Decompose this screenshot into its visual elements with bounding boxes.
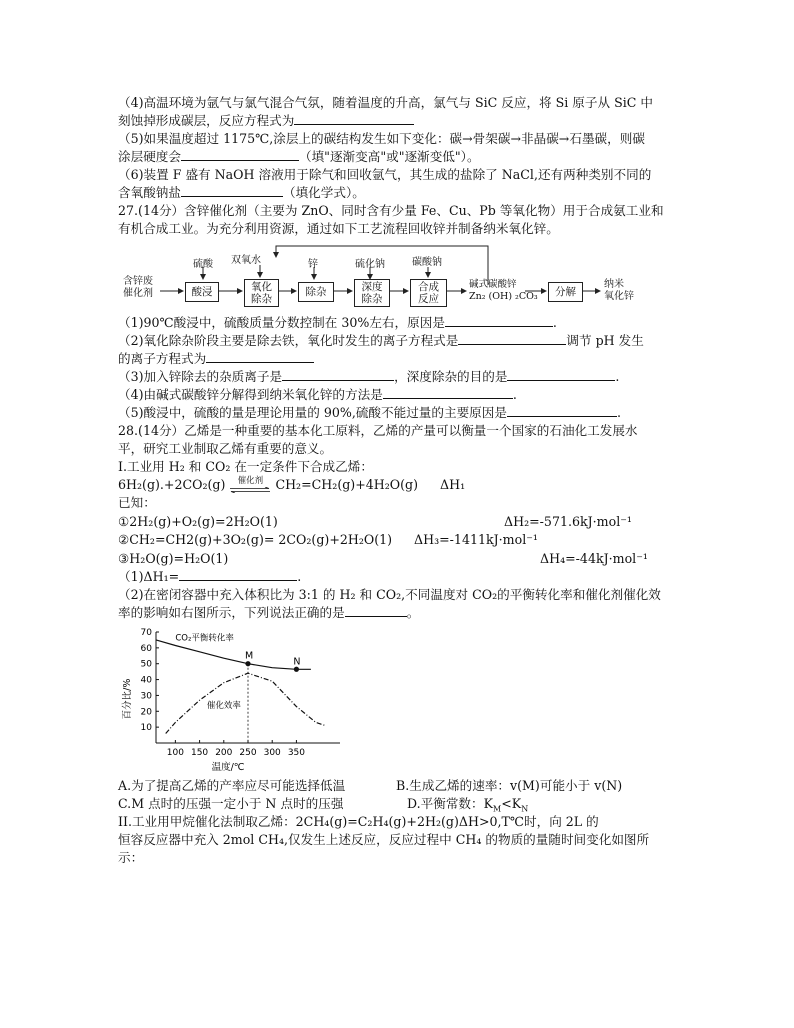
x-tick-label: 100 xyxy=(166,748,184,758)
q27-part1: （1)90℃酸浸中，硫酸质量分数控制在 30%左右，原因是 . xyxy=(118,315,557,330)
known-dh2: ΔH₂=-571.6kJ·mol⁻¹ xyxy=(504,514,632,529)
intermediate-name: 碱式碳酸锌 xyxy=(469,279,517,290)
reagent-zinc: 锌 xyxy=(308,259,318,270)
q27-part3-text: （3)加入锌除去的杂质离子是 xyxy=(118,369,283,384)
answer-blank[interactable] xyxy=(282,369,394,381)
flow-end xyxy=(604,279,634,303)
series-label-catalyst: 催化效率 xyxy=(206,701,241,712)
q26-part6-text: 含氧酸钠盐 xyxy=(118,185,181,200)
step-impurity-removal xyxy=(298,282,334,302)
flow-intermediate xyxy=(469,279,538,303)
flow-start xyxy=(123,276,153,300)
q28-main-equation xyxy=(118,477,465,493)
q27-part4: （4)由碱式碳酸锌分解得到纳米氧化锌的方法是 . xyxy=(118,387,517,402)
step-label: 深度 xyxy=(361,281,383,293)
known-dh3: ΔH₃=-1411kJ·mol⁻¹ xyxy=(414,532,538,547)
step-label: 酸浸 xyxy=(191,286,213,298)
chart xyxy=(118,624,358,774)
q28-part2-line2: 率的影响如右图所示，下列说法正确的是 。 xyxy=(118,605,420,620)
q28-section2-line2: 恒容反应器中充入 2mol CH₄,仅发生上述反应，反应过程中 CH₄ 的物质的量随时间变化如图所 xyxy=(118,832,650,847)
q27-part2-text: （2)氧化除杂阶段主要是除去铁，氧化时发生的离子方程式是 xyxy=(118,333,459,348)
point-M xyxy=(245,661,250,666)
series-catalyst-efficiency-line xyxy=(166,673,326,733)
q28-intro-line2: 平，研究工业制取乙烯有重要的意义。 xyxy=(118,441,333,456)
y-tick-label: 30 xyxy=(140,691,152,702)
q26-part5-line1: （5)如果温度超过 1175℃,涂层上的碳结构发生如下变化：碳→骨架碳→非晶碳→石墨碳，则碳 xyxy=(118,131,645,146)
q26-part6-hint: （填化学式）。 xyxy=(282,185,365,200)
series-co2-conversion-line xyxy=(156,640,311,669)
x-tick-label: 300 xyxy=(263,748,281,758)
q28-part1-text: （1)ΔH₁= xyxy=(118,569,180,584)
step-decompose xyxy=(548,282,583,302)
answer-blank[interactable] xyxy=(345,605,407,617)
q28-part2-line1: （2)在密闭容器中充入体积比为 3:1 的 H₂ 和 CO₂,不同温度对 CO₂的平衡转化率和催化剂催化效 xyxy=(118,587,661,602)
q27-part1-text: （1)90℃酸浸中，硫酸质量分数控制在 30%左右，原因是 xyxy=(118,315,445,330)
step-label: 除杂 xyxy=(305,286,327,298)
flow-start-line: 含锌废 xyxy=(123,276,153,287)
y-tick-label: 50 xyxy=(140,659,152,670)
known-label: 已知： xyxy=(118,495,156,510)
answer-blank[interactable] xyxy=(383,387,513,399)
step-synthesis xyxy=(410,279,447,307)
step-label: 氧化 xyxy=(251,281,272,293)
catalyst-label: 催化剂 xyxy=(237,476,264,486)
y-tick-label: 70 xyxy=(140,628,152,638)
q27-part2-line2 xyxy=(118,351,314,367)
y-tick-label: 60 xyxy=(140,643,152,654)
flow-start-line: 催化剂 xyxy=(123,288,153,299)
q28-intro-line1: 28.(14分）乙烯是一种重要的基本化工原料，乙烯的产量可以衡量一个国家的石油化工发展水 xyxy=(118,423,638,438)
q28-part1: （1)ΔH₁= . xyxy=(118,569,302,584)
flow-end-line: 纳米 xyxy=(604,279,624,290)
x-axis-label: 温度/℃ xyxy=(211,762,245,773)
q28-part2-text: 率的影响如右图所示，下列说法正确的是 xyxy=(118,605,345,620)
reagent-hydrogen-peroxide: 双氧水 xyxy=(231,255,261,266)
catalyst-arrow xyxy=(229,477,271,493)
point-label-M: M xyxy=(245,650,254,662)
q26-part6-line1: （6)装置 F 盛有 NaOH 溶液用于除气和回收氩气，其生成的盐除了 NaCl,还有两种类别不同的 xyxy=(118,167,652,182)
q27-part3-text2: ，深度除杂的目的是 xyxy=(394,369,508,384)
q27-part5: （5)酸浸中，硫酸的量是理论用量的 90%,硫酸不能过量的主要原因是 . xyxy=(118,405,621,420)
known-dh4: ΔH₄=-44kJ·mol⁻¹ xyxy=(540,551,648,566)
answer-blank[interactable] xyxy=(507,405,617,417)
step-label: 分解 xyxy=(555,286,576,298)
option-c[interactable]: C.M 点时的压强一定小于 N 点时的压强 xyxy=(118,796,344,811)
q28-section2-line1: II.工业用甲烷催化法制取乙烯：2CH₄(g)=C₂H₄(g)+2H₂(g)ΔH>0,T℃时，向 2L 的 xyxy=(118,814,599,829)
answer-blank[interactable] xyxy=(206,351,314,363)
q28-section2-line3: 示： xyxy=(118,850,144,865)
equation-right: CH₂=CH₂(g)+4H₂O(g) xyxy=(275,477,419,492)
option-b[interactable]: B.生成乙烯的速率：v(M)可能小于 v(N) xyxy=(396,778,623,793)
step-label: 除杂 xyxy=(251,293,272,305)
q27-part2-line1 xyxy=(118,333,644,349)
flow-end-line: 氧化锌 xyxy=(604,291,634,302)
answer-blank[interactable] xyxy=(458,333,566,345)
q27-intro-line2: 有机合成工业。为充分利用资源，通过如下工艺流程回收锌并制备纳米氧化锌。 xyxy=(118,221,559,236)
x-tick-label: 250 xyxy=(239,748,257,758)
equilibrium-arrow-icon xyxy=(229,487,271,493)
x-tick-label: 350 xyxy=(287,748,306,758)
equation-dh: ΔH₁ xyxy=(440,477,466,492)
step-deep-removal xyxy=(354,279,390,307)
series-label-co2: CO₂平衡转化率 xyxy=(175,633,234,644)
step-oxidation xyxy=(244,279,279,307)
q27-part3: （3)加入锌除去的杂质离子是 ，深度除杂的目的是 . xyxy=(118,369,620,384)
answer-blank[interactable] xyxy=(179,569,297,581)
point-N xyxy=(294,667,299,672)
reagent-sulfuric-acid: 硫酸 xyxy=(193,259,213,270)
point-label-N: N xyxy=(293,656,301,668)
known-eq1: ①2H₂(g)+O₂(g)=2H₂O(1) xyxy=(118,514,278,529)
q27-intro-line1: 27.(14分）含锌催化剂（主要为 ZnO、同时含有少量 Fe、Cu、Pb 等氧化物）用于合成氨工业和 xyxy=(118,203,664,218)
q26-part4-line1: （4)高温环境为氩气与氯气混合气氛，随着温度的升高，氯气与 SiC 反应，将 Si 原子从 SiC 中 xyxy=(118,95,653,110)
x-tick-label: 200 xyxy=(215,748,233,758)
intermediate-formula: Zn₂ (OH) ₂CO₃ xyxy=(469,291,538,302)
q27-part5-text: （5)酸浸中，硫酸的量是理论用量的 90%,硫酸不能过量的主要原因是 xyxy=(118,405,507,420)
q27-part4-text: （4)由碱式碳酸锌分解得到纳米氧化锌的方法是 xyxy=(118,387,383,402)
q26-part5-hint: （填"逐渐变高"或"逐渐变低"）。 xyxy=(298,149,480,164)
q27-part2-text2: 调节 pH 发生 xyxy=(566,333,644,348)
answer-blank[interactable] xyxy=(507,369,615,381)
option-a[interactable]: A.为了提高乙烯的产率应尽可能选择低温 xyxy=(118,778,346,793)
step-label: 反应 xyxy=(418,293,439,305)
q27-part2-text3: 的离子方程式为 xyxy=(118,351,207,366)
q26-part5-text: 涂层硬度会 xyxy=(118,149,181,164)
y-tick-label: 40 xyxy=(140,675,152,686)
option-d[interactable]: D.平衡常数：$K_M<K_N$ xyxy=(407,796,529,814)
known-eq3: ③H₂O(g)=H₂O(1) xyxy=(118,551,229,566)
step-label: 除杂 xyxy=(361,293,383,305)
step-acid-leach xyxy=(185,282,219,302)
y-tick-label: 20 xyxy=(140,707,152,718)
known-eq2: ②CH₂=CH2(g)+3O₂(g)= 2CO₂(g)+2H₂O(1) xyxy=(118,532,393,547)
reagent-sodium-sulfide: 硫化钠 xyxy=(355,259,385,270)
y-tick-label: 10 xyxy=(140,723,152,734)
q28-section1-title: I.工业用 H₂ 和 CO₂ 在一定条件下合成乙烯： xyxy=(118,459,373,474)
reagent-sodium-carbonate: 碳酸钠 xyxy=(412,257,442,268)
y-axis-label: 百分比/% xyxy=(122,678,133,720)
x-tick-label: 150 xyxy=(190,748,209,758)
q26-part4-text: 刻蚀掉形成碳层，反应方程式为 xyxy=(118,113,295,128)
step-label: 合成 xyxy=(418,281,439,293)
answer-blank[interactable] xyxy=(445,315,553,327)
equation-left: 6H₂(g).+2CO₂(g) xyxy=(118,477,226,492)
